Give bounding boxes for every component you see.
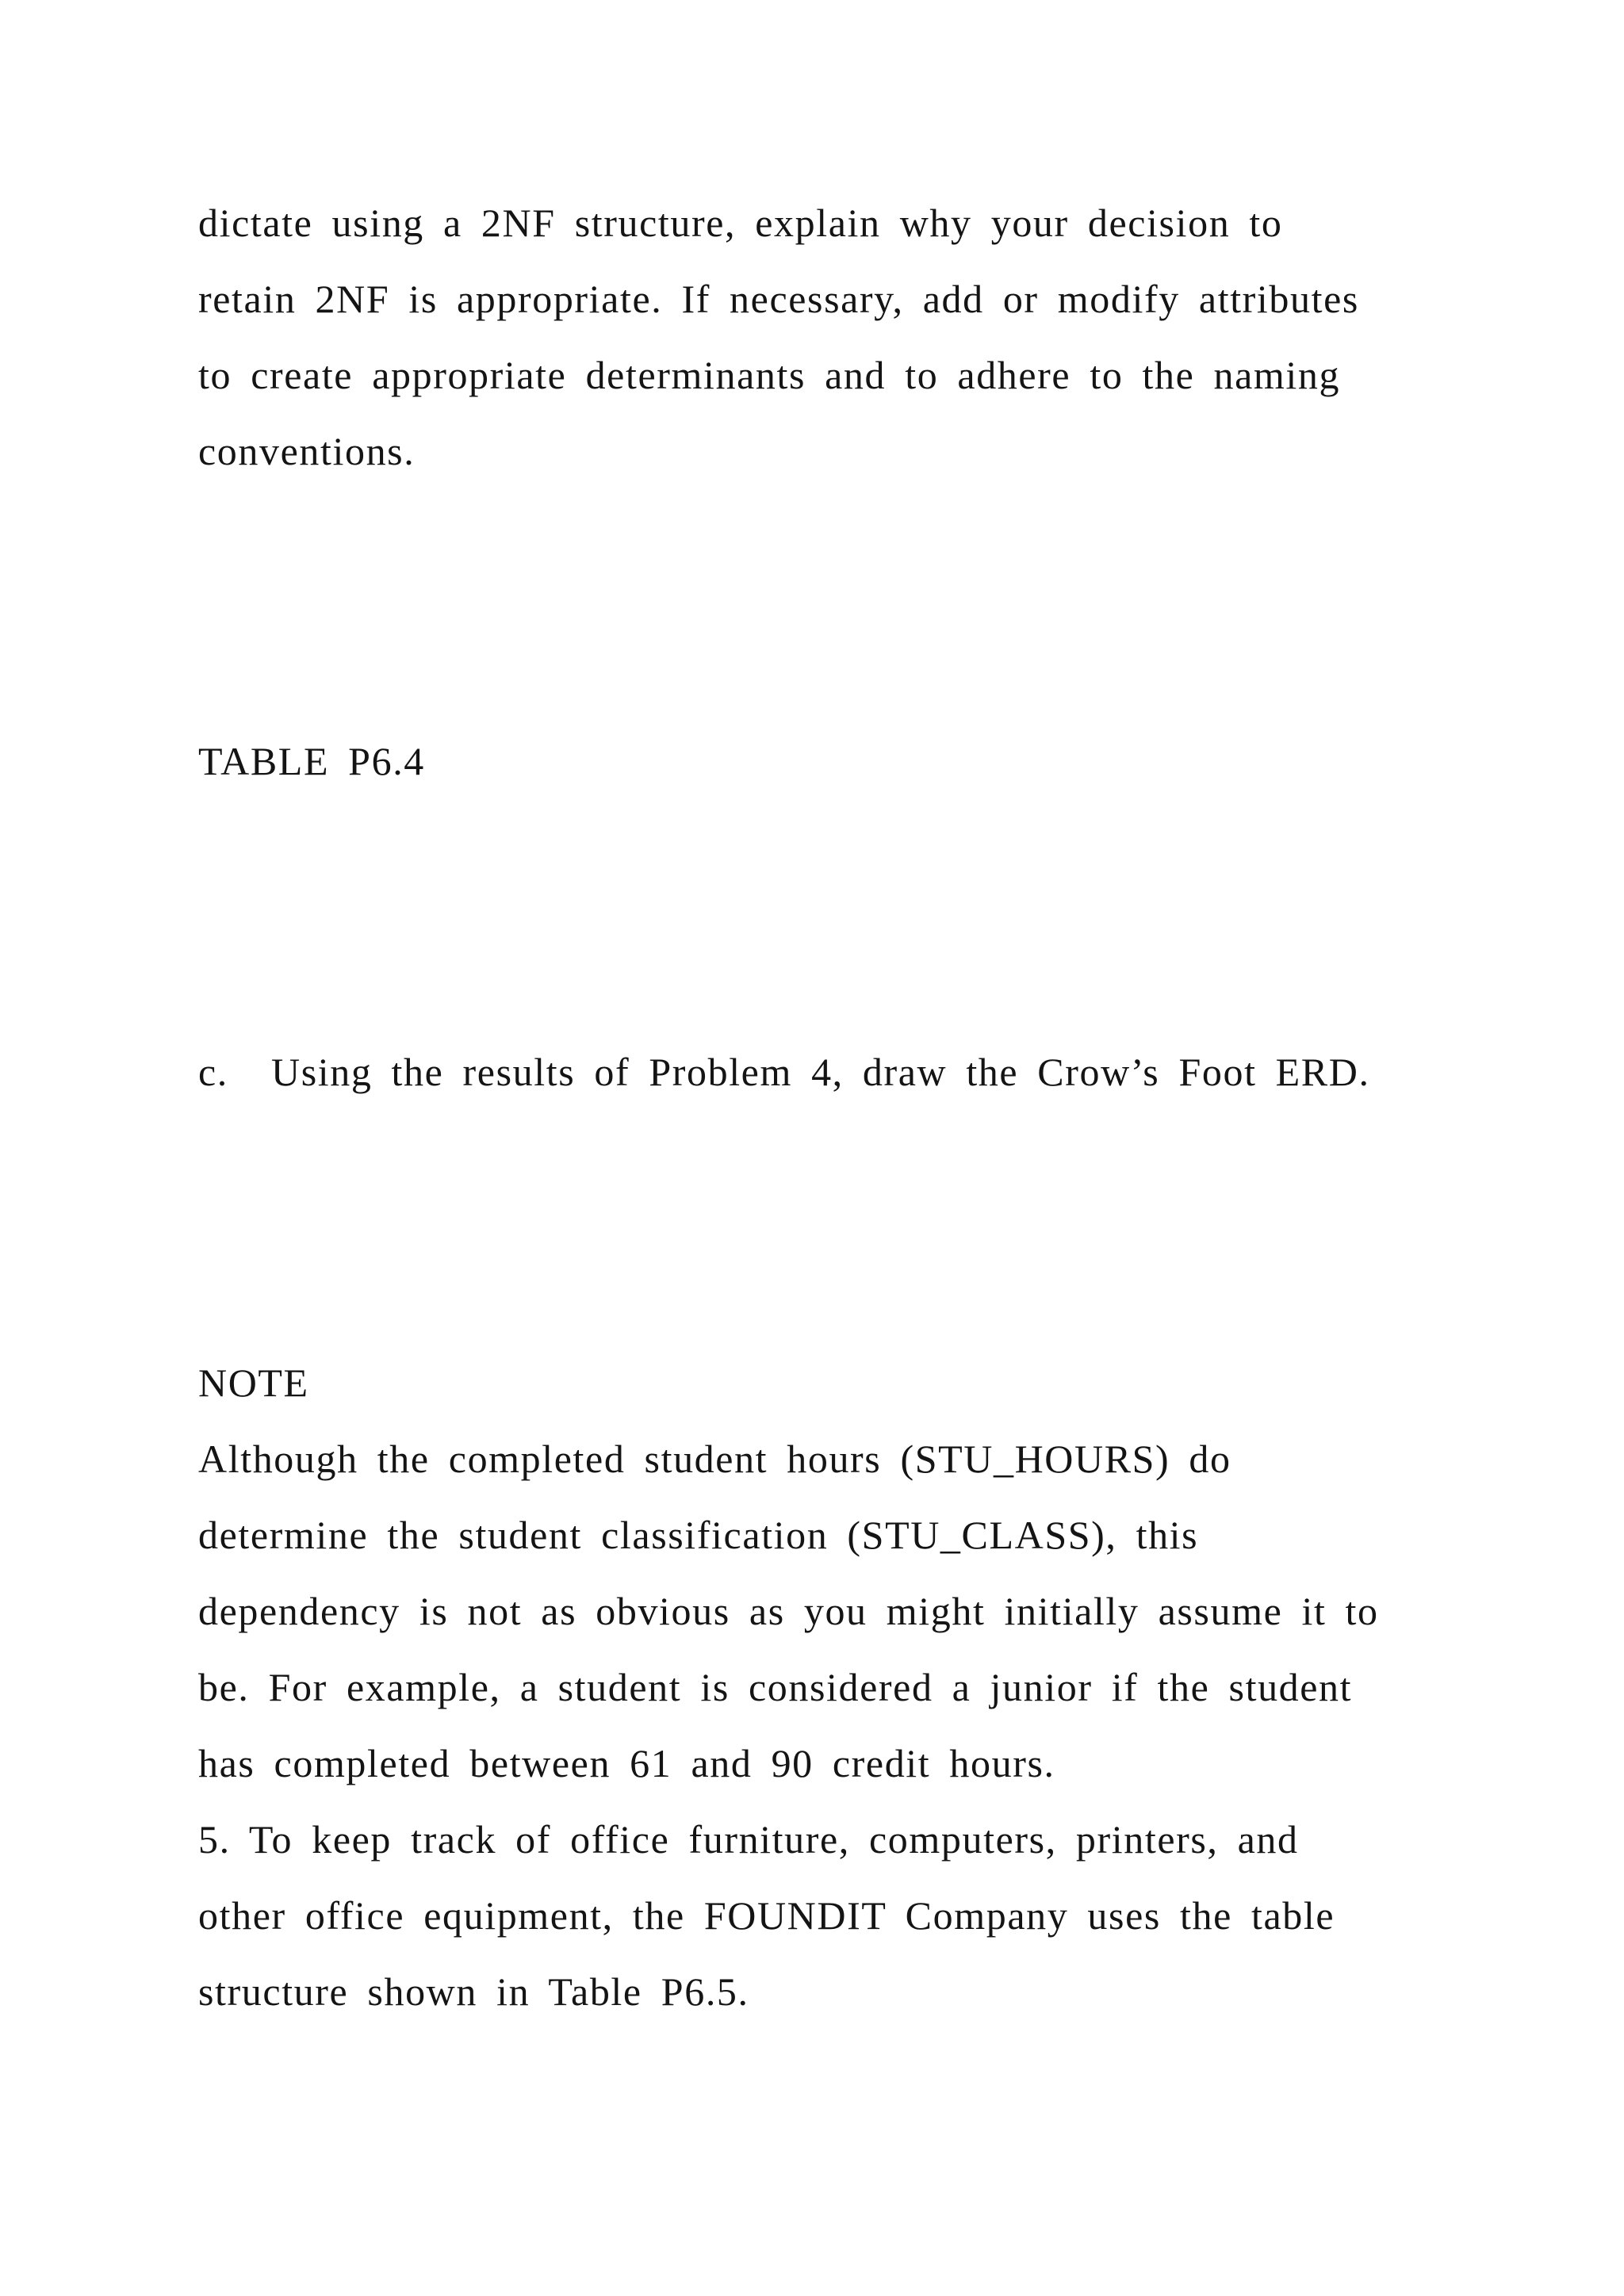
part-c-marker: c. — [198, 1050, 228, 1094]
part-c-item — [198, 1048, 1370, 1096]
intro-line-3: to create appropriate determinants and to adhere to the naming — [198, 353, 1341, 397]
problem-5-line-3: structure shown in Table P6.5. — [198, 1969, 749, 2014]
table-label: TABLE P6.4 — [198, 739, 425, 783]
note-line-5: has completed between 61 and 90 credit hours. — [198, 1741, 1055, 1785]
note-heading: NOTE — [198, 1360, 309, 1405]
note-line-2: determine the student classification (STU_CLASS), this — [198, 1513, 1199, 1557]
note-line-4: be. For example, a student is considered a junior if the student — [198, 1665, 1353, 1709]
intro-line-2: retain 2NF is appropriate. If necessary, add or modify attributes — [198, 277, 1359, 321]
part-c-text: Using the results of Problem 4, draw the Crow’s Foot ERD. — [271, 1050, 1370, 1094]
problem-5-line-1: 5. To keep track of office furniture, computers, printers, and — [198, 1817, 1299, 1862]
problem-5-line-2: other office equipment, the FOUNDIT Company uses the table — [198, 1893, 1335, 1938]
note-line-1: Although the completed student hours (STU_HOURS) do — [198, 1437, 1231, 1481]
note-line-3: dependency is not as obvious as you might initially assume it to — [198, 1589, 1379, 1633]
intro-line-4: conventions. — [198, 429, 416, 473]
intro-line-1: dictate using a 2NF structure, explain why your decision to — [198, 201, 1283, 245]
